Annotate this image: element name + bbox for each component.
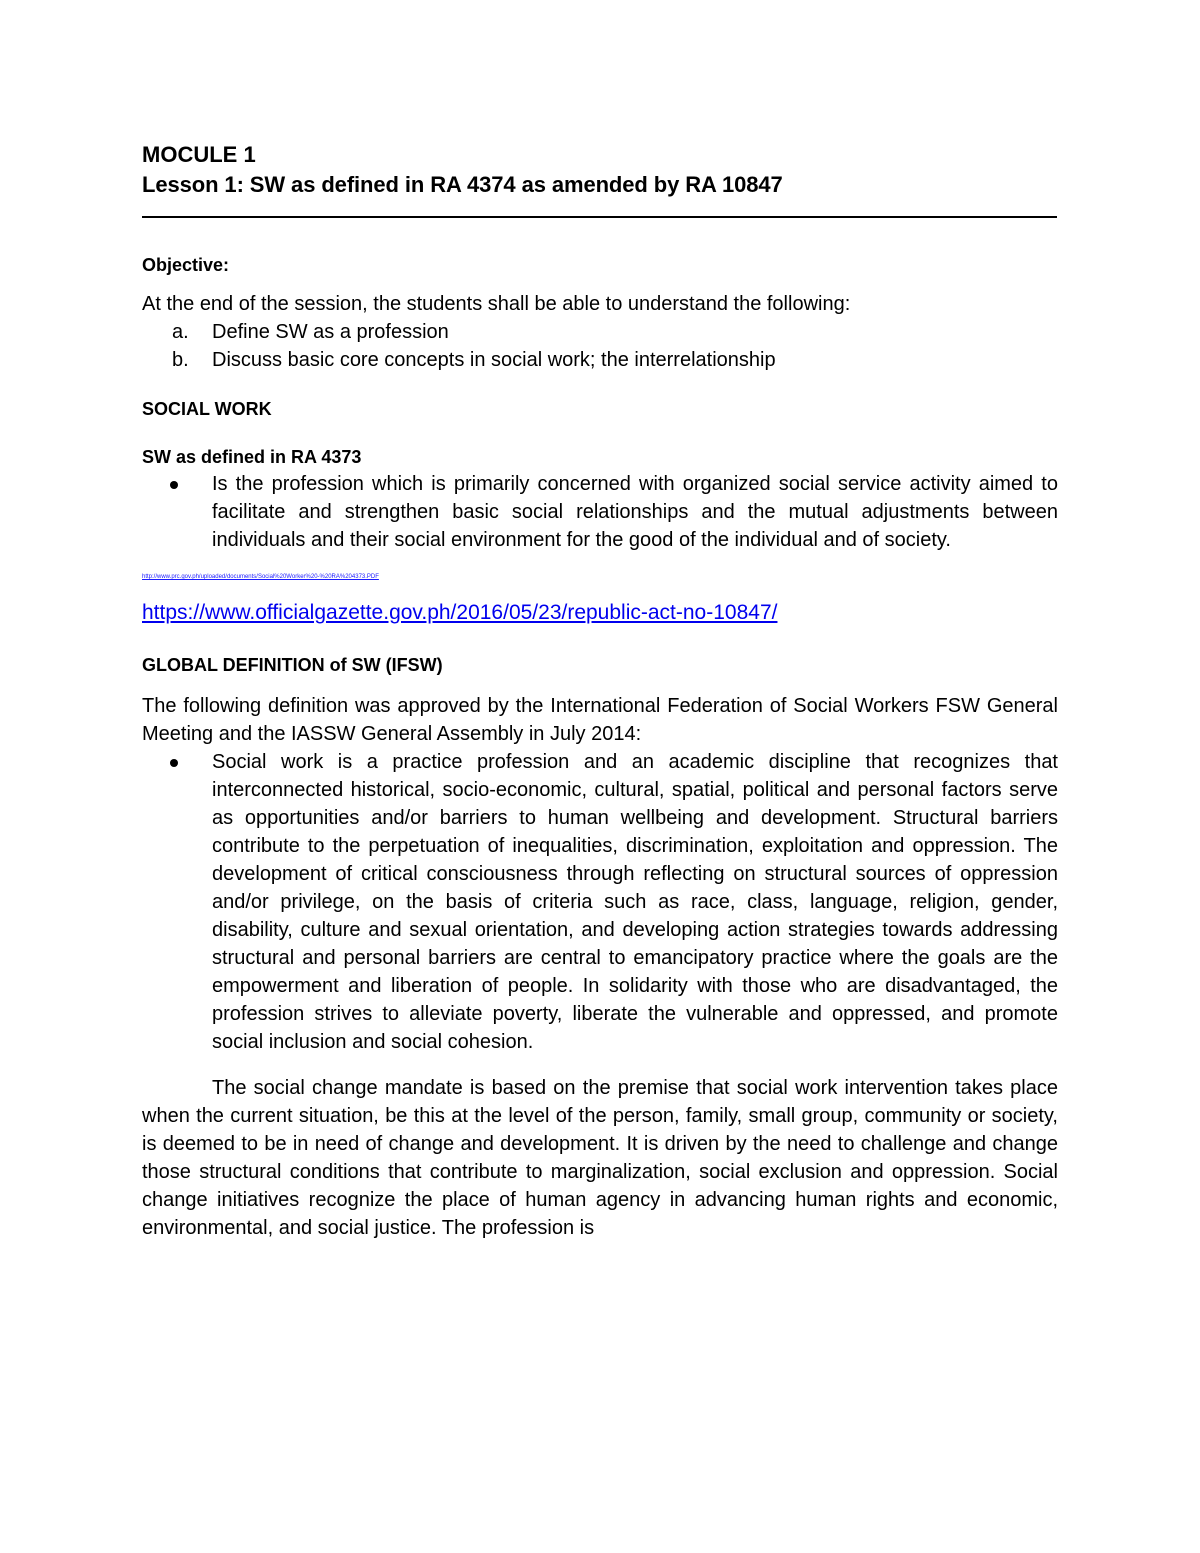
objective-text: Define SW as a profession	[212, 321, 449, 343]
bullet-icon	[170, 481, 178, 489]
global-definition-label: GLOBAL DEFINITION of SW (IFSW)	[142, 655, 443, 675]
objective-list	[142, 318, 1058, 374]
global-intro: The following definition was approved by the International Federation of Social Workers FSW General Meeting and the IASSW General Assembly in July 2014:	[142, 695, 1058, 745]
objective-item	[142, 318, 1058, 346]
global-definition-item	[142, 748, 1058, 1056]
section-social-work: SOCIAL WORK	[142, 399, 272, 419]
lesson-title: Lesson 1: SW as defined in RA 4374 as amended by RA 10847	[142, 172, 783, 197]
sw-definition-item	[142, 470, 1058, 554]
sw-definition-text: Is the profession which is primarily concerned with organized social service activity aimed to facilitate and strengthen basic social relationships and the mutual adjustments between individuals and their social environment for the good of the individual and of society.	[212, 473, 1058, 551]
sw-defined-label: SW as defined in RA 4373	[142, 447, 362, 467]
bullet-icon	[170, 759, 178, 767]
objective-item	[142, 346, 1058, 374]
objective-text: Discuss basic core concepts in social work; the interrelationship	[212, 349, 776, 371]
objective-marker: b.	[172, 349, 189, 371]
module-title: MOCULE 1	[142, 142, 256, 167]
objective-marker: a.	[172, 321, 189, 343]
document-page	[142, 140, 1058, 1242]
prc-link[interactable]: http://www.prc.gov.ph/uploaded/documents/Social%20Worker%20-%20RA%204373.PDF	[142, 574, 379, 580]
objective-intro: At the end of the session, the students shall be able to understand the following:	[142, 293, 851, 315]
official-gazette-link[interactable]: https://www.officialgazette.gov.ph/2016/05/23/republic-act-no-10847/	[142, 601, 778, 624]
title-divider	[142, 216, 1057, 218]
global-definition-list	[142, 748, 1058, 1056]
social-change-paragraph: The social change mandate is based on the premise that social work intervention takes place when the current situation, be this at the level of the person, family, small group, community or society, is deemed to be in need of change and development. It is driven by the need to challenge and change those structural conditions that contribute to marginalization, social exclusion and oppression. Social change initiatives recognize the place of human agency in advancing human rights and economic, environmental, and social justice. The profession is	[142, 1077, 1058, 1239]
global-definition-text: Social work is a practice profession and an academic discipline that recognizes that interconnected historical, socio-economic, cultural, spatial, political and personal factors serve as opportunities and/or barriers to human wellbeing and development. Structural barriers contribute to the perpetuation of inequalities, discrimination, exploitation and oppression. The development of critical consciousness through reflecting on structural sources of oppression and/or privilege, on the basis of criteria such as race, class, language, religion, gender, disability, culture and sexual orientation, and developing action strategies towards addressing structural and personal barriers are central to emancipatory practice where the goals are the empowerment and liberation of people. In solidarity with those who are disadvantaged, the profession strives to alleviate poverty, liberate the vulnerable and oppressed, and promote social inclusion and social cohesion.	[212, 751, 1058, 1053]
sw-definition-list	[142, 470, 1058, 554]
objective-label: Objective:	[142, 255, 230, 275]
